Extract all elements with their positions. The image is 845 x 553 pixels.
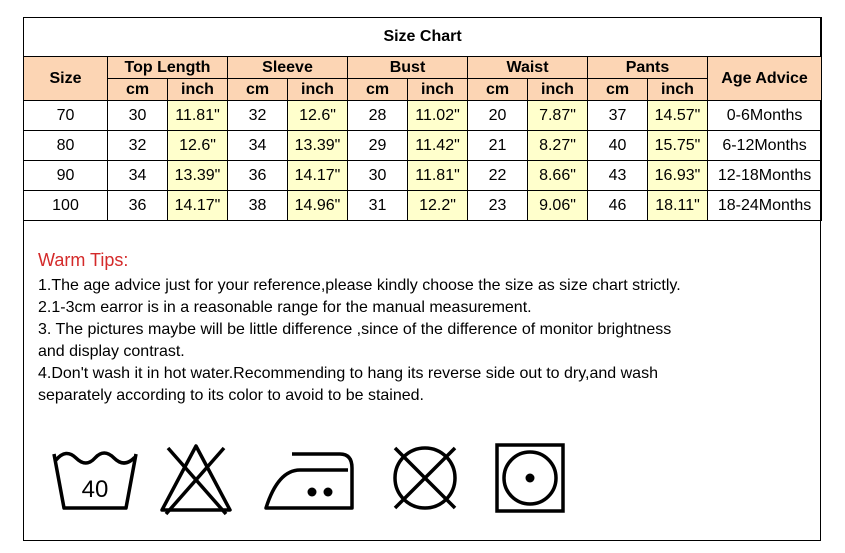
header-sleeve: Sleeve xyxy=(228,57,348,79)
cell-top-cm: 36 xyxy=(108,191,168,221)
cell-size: 70 xyxy=(24,101,108,131)
cell-pants-cm: 46 xyxy=(588,191,648,221)
header-age-advice: Age Advice xyxy=(708,57,822,101)
cell-top-cm: 30 xyxy=(108,101,168,131)
header-top-length: Top Length xyxy=(108,57,228,79)
cell-sleeve-cm: 38 xyxy=(228,191,288,221)
tip-line: 2.1-3cm earror is in a reasonable range for the manual measurement. xyxy=(38,299,532,316)
table-row xyxy=(24,101,822,131)
tip-line: separately according to its color to avoid to be stained. xyxy=(38,387,424,404)
cell-sleeve-inch: 13.39" xyxy=(288,131,348,161)
cell-waist-cm: 23 xyxy=(468,191,528,221)
chart-title: Size Chart xyxy=(24,18,822,57)
wash-temperature: 40 xyxy=(81,476,109,503)
cell-bust-cm: 29 xyxy=(348,131,408,161)
subheader-cm: cm xyxy=(228,79,288,101)
tip-line: 1.The age advice just for your reference,please kindly choose the size as size chart strictly. xyxy=(38,277,681,294)
header-bust: Bust xyxy=(348,57,468,79)
cell-bust-cm: 30 xyxy=(348,161,408,191)
cell-waist-inch: 7.87" xyxy=(528,101,588,131)
warm-tips-title: Warm Tips: xyxy=(38,250,129,270)
cell-bust-inch: 11.81" xyxy=(408,161,468,191)
cell-bust-cm: 28 xyxy=(348,101,408,131)
cell-pants-inch: 15.75" xyxy=(648,131,708,161)
cell-sleeve-cm: 34 xyxy=(228,131,288,161)
cell-waist-cm: 22 xyxy=(468,161,528,191)
subheader-inch: inch xyxy=(288,79,348,101)
subheader-inch: inch xyxy=(528,79,588,101)
cell-top-cm: 34 xyxy=(108,161,168,191)
care-icons xyxy=(40,440,600,520)
cell-sleeve-cm: 36 xyxy=(228,161,288,191)
cell-age: 0-6Months xyxy=(708,101,822,131)
header-pants: Pants xyxy=(588,57,708,79)
cell-waist-inch: 8.66" xyxy=(528,161,588,191)
subheader-inch: inch xyxy=(408,79,468,101)
tumble-dry-icon xyxy=(492,440,568,516)
subheader-cm: cm xyxy=(468,79,528,101)
tip-line: 4.Don't wash it in hot water.Recommending to hang its reverse side out to dry,and wash xyxy=(38,365,658,382)
cell-waist-inch: 8.27" xyxy=(528,131,588,161)
cell-sleeve-inch: 14.17" xyxy=(288,161,348,191)
cell-size: 100 xyxy=(24,191,108,221)
cell-top-inch: 12.6" xyxy=(168,131,228,161)
no-dry-clean-icon xyxy=(387,440,463,516)
cell-top-inch: 13.39" xyxy=(168,161,228,191)
table-row xyxy=(24,131,822,161)
cell-bust-cm: 31 xyxy=(348,191,408,221)
wash-40-icon xyxy=(50,440,140,515)
header-waist: Waist xyxy=(468,57,588,79)
cell-sleeve-inch: 12.6" xyxy=(288,101,348,131)
tip-line: 3. The pictures maybe will be little difference ,since of the difference of monitor brightness xyxy=(38,321,672,338)
iron-medium-icon xyxy=(262,440,358,516)
cell-size: 90 xyxy=(24,161,108,191)
cell-age: 18-24Months xyxy=(708,191,822,221)
no-bleach-icon xyxy=(158,440,234,516)
cell-sleeve-cm: 32 xyxy=(228,101,288,131)
cell-pants-inch: 16.93" xyxy=(648,161,708,191)
subheader-inch: inch xyxy=(648,79,708,101)
size-chart-table xyxy=(23,17,822,221)
cell-bust-inch: 11.02" xyxy=(408,101,468,131)
cell-sleeve-inch: 14.96" xyxy=(288,191,348,221)
subheader-cm: cm xyxy=(588,79,648,101)
cell-age: 12-18Months xyxy=(708,161,822,191)
cell-top-inch: 11.81" xyxy=(168,101,228,131)
tip-line: and display contrast. xyxy=(38,343,185,360)
cell-pants-cm: 37 xyxy=(588,101,648,131)
cell-waist-cm: 20 xyxy=(468,101,528,131)
warm-tips xyxy=(38,250,808,407)
cell-size: 80 xyxy=(24,131,108,161)
cell-waist-inch: 9.06" xyxy=(528,191,588,221)
cell-pants-cm: 40 xyxy=(588,131,648,161)
table-row xyxy=(24,191,822,221)
cell-bust-inch: 11.42" xyxy=(408,131,468,161)
subheader-cm: cm xyxy=(108,79,168,101)
table-row xyxy=(24,161,822,191)
cell-top-inch: 14.17" xyxy=(168,191,228,221)
cell-pants-inch: 18.11" xyxy=(648,191,708,221)
subheader-cm: cm xyxy=(348,79,408,101)
cell-pants-inch: 14.57" xyxy=(648,101,708,131)
cell-top-cm: 32 xyxy=(108,131,168,161)
cell-pants-cm: 43 xyxy=(588,161,648,191)
cell-age: 6-12Months xyxy=(708,131,822,161)
header-size: Size xyxy=(24,57,108,101)
subheader-inch: inch xyxy=(168,79,228,101)
cell-bust-inch: 12.2" xyxy=(408,191,468,221)
cell-waist-cm: 21 xyxy=(468,131,528,161)
